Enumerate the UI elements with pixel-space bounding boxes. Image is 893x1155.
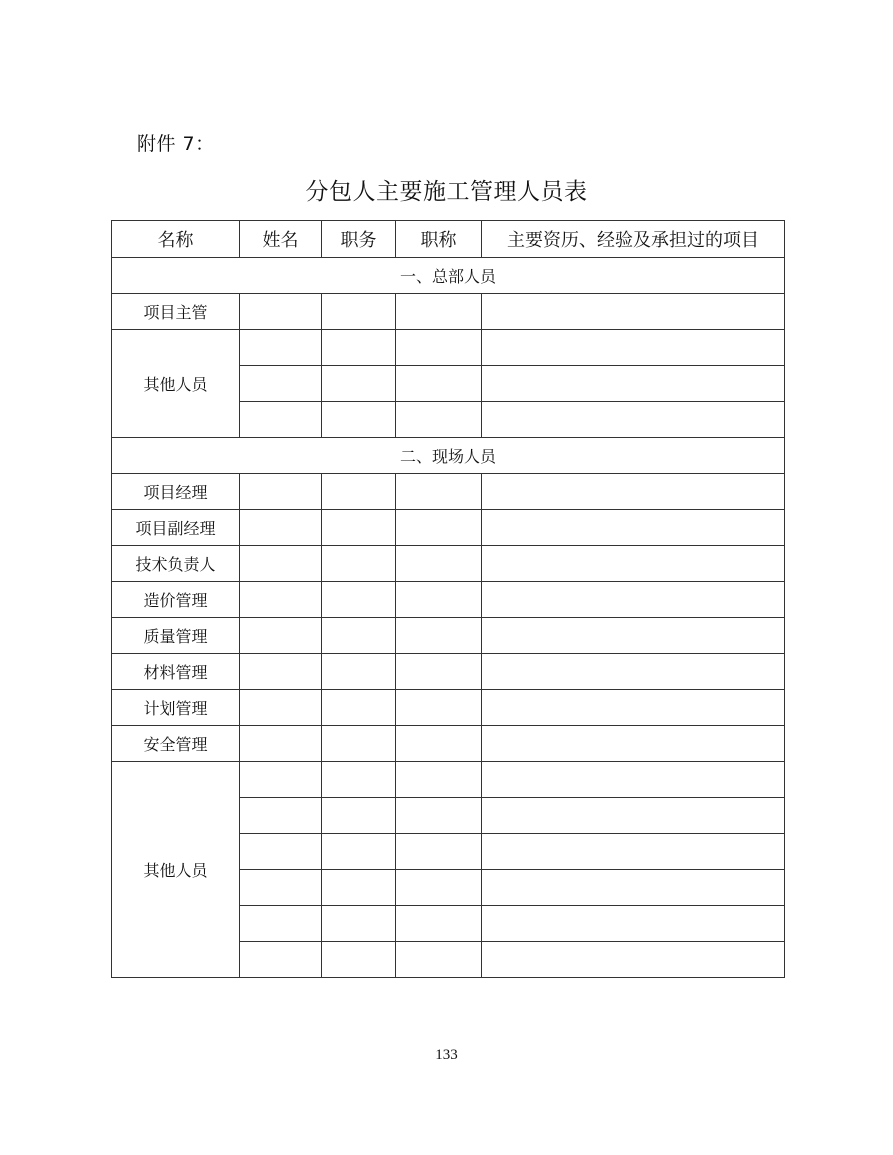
experience-cell[interactable] bbox=[482, 726, 785, 762]
position-cell[interactable] bbox=[322, 582, 396, 618]
title-cell[interactable] bbox=[396, 798, 482, 834]
name-cell[interactable] bbox=[240, 654, 322, 690]
name-cell[interactable] bbox=[240, 870, 322, 906]
name-cell[interactable] bbox=[240, 330, 322, 366]
table-row bbox=[112, 474, 785, 510]
title-cell[interactable] bbox=[396, 906, 482, 942]
table-row bbox=[112, 510, 785, 546]
position-cell[interactable] bbox=[322, 402, 396, 438]
name-cell[interactable] bbox=[240, 510, 322, 546]
position-cell[interactable] bbox=[322, 834, 396, 870]
position-cell[interactable] bbox=[322, 762, 396, 798]
table-body bbox=[112, 258, 785, 978]
experience-cell[interactable] bbox=[482, 942, 785, 978]
name-cell[interactable] bbox=[240, 366, 322, 402]
header-cell-experience: 主要资历、经验及承担过的项目 bbox=[482, 221, 785, 258]
experience-cell[interactable] bbox=[482, 870, 785, 906]
table-row bbox=[112, 546, 785, 582]
table-row bbox=[112, 330, 785, 366]
table-row bbox=[112, 726, 785, 762]
role-name-cell: 材料管理 bbox=[112, 654, 240, 690]
position-cell[interactable] bbox=[322, 798, 396, 834]
position-cell[interactable] bbox=[322, 474, 396, 510]
role-name-cell: 技术负责人 bbox=[112, 546, 240, 582]
position-cell[interactable] bbox=[322, 690, 396, 726]
table-header-row bbox=[112, 221, 785, 258]
name-cell[interactable] bbox=[240, 294, 322, 330]
role-name-cell: 项目副经理 bbox=[112, 510, 240, 546]
title-cell[interactable] bbox=[396, 294, 482, 330]
experience-cell[interactable] bbox=[482, 366, 785, 402]
position-cell[interactable] bbox=[322, 654, 396, 690]
title-cell[interactable] bbox=[396, 762, 482, 798]
page-number: 133 bbox=[435, 1047, 458, 1063]
table-row bbox=[112, 618, 785, 654]
name-cell[interactable] bbox=[240, 762, 322, 798]
table-row bbox=[112, 294, 785, 330]
header-cell-category: 名称 bbox=[112, 221, 240, 258]
role-name-cell: 其他人员 bbox=[112, 330, 240, 438]
title-cell[interactable] bbox=[396, 690, 482, 726]
table-row bbox=[112, 582, 785, 618]
title-cell[interactable] bbox=[396, 402, 482, 438]
position-cell[interactable] bbox=[322, 726, 396, 762]
table-row bbox=[112, 654, 785, 690]
attachment-label: 附件 7： bbox=[137, 133, 215, 155]
header-cell-name: 姓名 bbox=[240, 221, 322, 258]
title-cell[interactable] bbox=[396, 654, 482, 690]
role-name-cell: 计划管理 bbox=[112, 690, 240, 726]
experience-cell[interactable] bbox=[482, 582, 785, 618]
table-row bbox=[112, 690, 785, 726]
role-name-cell: 造价管理 bbox=[112, 582, 240, 618]
name-cell[interactable] bbox=[240, 582, 322, 618]
position-cell[interactable] bbox=[322, 366, 396, 402]
title-cell[interactable] bbox=[396, 366, 482, 402]
page-title: 分包人主要施工管理人员表 bbox=[305, 179, 588, 205]
title-cell[interactable] bbox=[396, 582, 482, 618]
experience-cell[interactable] bbox=[482, 546, 785, 582]
experience-cell[interactable] bbox=[482, 474, 785, 510]
position-cell[interactable] bbox=[322, 546, 396, 582]
role-name-cell: 其他人员 bbox=[112, 762, 240, 978]
experience-cell[interactable] bbox=[482, 618, 785, 654]
name-cell[interactable] bbox=[240, 402, 322, 438]
position-cell[interactable] bbox=[322, 870, 396, 906]
experience-cell[interactable] bbox=[482, 402, 785, 438]
experience-cell[interactable] bbox=[482, 294, 785, 330]
title-cell[interactable] bbox=[396, 726, 482, 762]
position-cell[interactable] bbox=[322, 330, 396, 366]
section-row bbox=[112, 258, 785, 294]
experience-cell[interactable] bbox=[482, 690, 785, 726]
title-cell[interactable] bbox=[396, 942, 482, 978]
experience-cell[interactable] bbox=[482, 834, 785, 870]
title-cell[interactable] bbox=[396, 870, 482, 906]
experience-cell[interactable] bbox=[482, 762, 785, 798]
experience-cell[interactable] bbox=[482, 510, 785, 546]
position-cell[interactable] bbox=[322, 906, 396, 942]
role-name-cell: 项目经理 bbox=[112, 474, 240, 510]
name-cell[interactable] bbox=[240, 834, 322, 870]
title-cell[interactable] bbox=[396, 474, 482, 510]
table-row bbox=[112, 762, 785, 798]
name-cell[interactable] bbox=[240, 906, 322, 942]
name-cell[interactable] bbox=[240, 690, 322, 726]
title-cell[interactable] bbox=[396, 510, 482, 546]
name-cell[interactable] bbox=[240, 726, 322, 762]
staff-table bbox=[111, 220, 785, 978]
section-heading: 二、现场人员 bbox=[112, 438, 785, 474]
position-cell[interactable] bbox=[322, 510, 396, 546]
header-cell-title: 职称 bbox=[396, 221, 482, 258]
experience-cell[interactable] bbox=[482, 906, 785, 942]
title-cell[interactable] bbox=[396, 834, 482, 870]
header-cell-position: 职务 bbox=[322, 221, 396, 258]
role-name-cell: 质量管理 bbox=[112, 618, 240, 654]
experience-cell[interactable] bbox=[482, 330, 785, 366]
title-cell[interactable] bbox=[396, 330, 482, 366]
name-cell[interactable] bbox=[240, 474, 322, 510]
section-heading: 一、总部人员 bbox=[112, 258, 785, 294]
role-name-cell: 安全管理 bbox=[112, 726, 240, 762]
experience-cell[interactable] bbox=[482, 798, 785, 834]
name-cell[interactable] bbox=[240, 798, 322, 834]
name-cell[interactable] bbox=[240, 942, 322, 978]
name-cell[interactable] bbox=[240, 546, 322, 582]
name-cell[interactable] bbox=[240, 618, 322, 654]
position-cell[interactable] bbox=[322, 618, 396, 654]
experience-cell[interactable] bbox=[482, 654, 785, 690]
role-name-cell: 项目主管 bbox=[112, 294, 240, 330]
position-cell[interactable] bbox=[322, 942, 396, 978]
title-cell[interactable] bbox=[396, 618, 482, 654]
title-cell[interactable] bbox=[396, 546, 482, 582]
section-row bbox=[112, 438, 785, 474]
position-cell[interactable] bbox=[322, 294, 396, 330]
